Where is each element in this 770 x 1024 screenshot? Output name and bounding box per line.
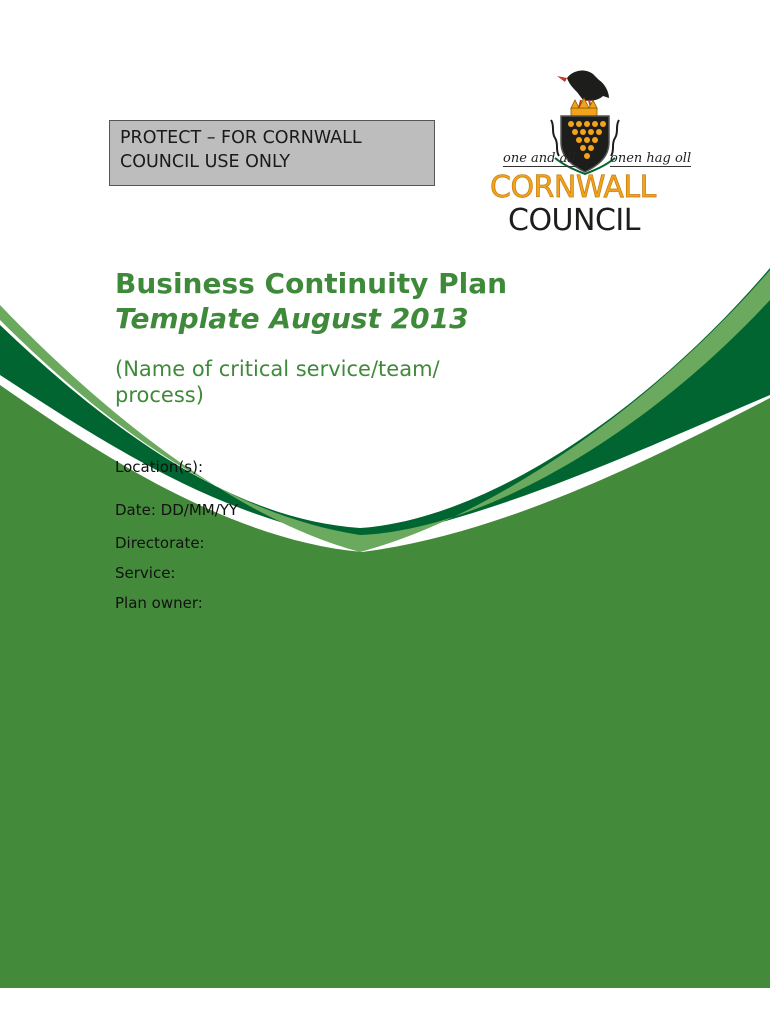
directorate-field: Directorate: [115,534,205,552]
document-title-subline: Template August 2013 [115,302,469,335]
brand-name-line-1: CORNWALL [490,170,656,205]
document-title: Business Continuity Plan [115,267,508,300]
crown-icon [571,98,597,116]
classification-box [109,120,435,186]
plan-owner-field: Plan owner: [115,594,203,612]
motto-right: onen hag oll [610,151,692,166]
brand-name-line-2: COUNCIL [508,203,640,238]
motto-left: one and all [503,151,576,166]
service-name-placeholder: (Name of critical service/team/ process) [115,357,440,407]
service-field: Service: [115,564,176,582]
classification-line-2: COUNCIL USE ONLY [120,152,291,172]
location-field: Location(s): [115,458,204,476]
date-field: Date: DD/MM/YY [115,501,239,519]
classification-line-1: PROTECT – FOR CORNWALL [120,128,362,148]
